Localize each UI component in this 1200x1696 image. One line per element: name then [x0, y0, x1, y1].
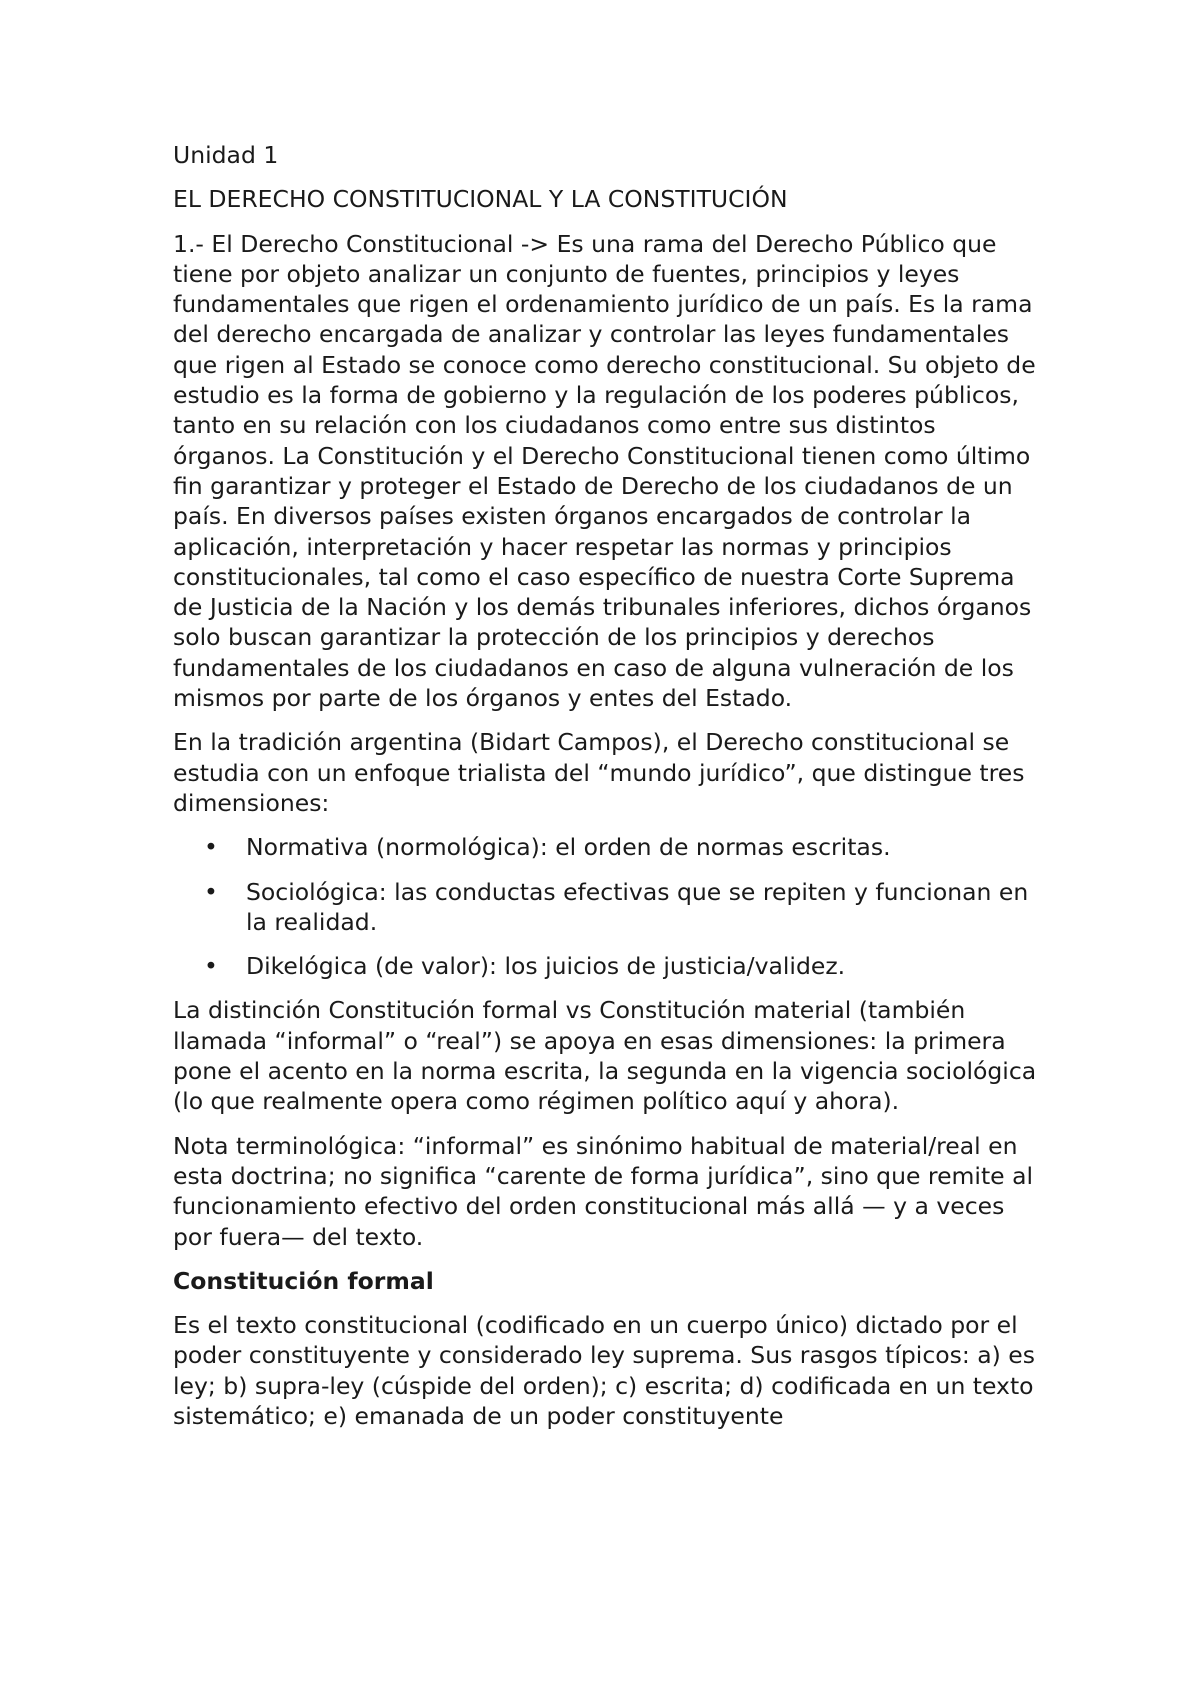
- bullet-icon: •: [204, 877, 218, 906]
- list-item-text: Dikelógica (de valor): los juicios de justicia/validez.: [246, 952, 846, 981]
- list-item-text: Sociológica: las conductas efectivas que se repiten y funcionan en la realidad.: [246, 877, 1029, 936]
- paragraph-formal-constitution: Es el texto constitucional (codificado en un cuerpo único) dictado por el poder constituyente y considerado ley suprema. Sus rasgos típicos: a) es ley; b) supra-ley (cúspide del orden); c) escrita; d) codificada en un texto sistemático; e) emanada de un poder constituyente: [173, 1311, 1035, 1430]
- list-item: [173, 877, 1043, 938]
- paragraph-terminology-note: Nota terminológica: “informal” es sinónimo habitual de material/real en esta doctrina; no significa “carente de forma jurídica”, sino que remite al funcionamiento efectivo del orden constitucional más allá — y a veces por fuera— del texto.: [173, 1131, 1034, 1251]
- list-item: [173, 951, 1043, 981]
- dimensions-list: [173, 832, 1043, 981]
- paragraph-distinction: La distinción Constitución formal vs Constitución material (también llamada “informal” o “real”) se apoya en esas dimensiones: la primera pone el acento en la norma escrita, la segunda en la vigencia sociológica (lo que realmente opera como régimen político aquí y ahora).: [173, 996, 1037, 1116]
- list-item: [173, 832, 1043, 862]
- list-item-text: Normativa (normológica): el orden de normas escritas.: [246, 833, 891, 862]
- bullet-icon: •: [204, 952, 218, 981]
- paragraph-definition: 1.- El Derecho Constitucional -> Es una rama del Derecho Público que tiene por objeto analizar un conjunto de fuentes, principios y leyes fundamentales que rigen el ordenamiento jurídico de un país. Es la rama del derecho encargada de analizar y controlar las leyes fundamentales que rigen al Estado se conoce como derecho constitucional. Su objeto de estudio es la forma de gobierno y la regulación de los poderes públicos, tanto en su relación con los ciudadanos como entre sus distintos órganos. La Constitución y el Derecho Constitucional tienen como último fin garantizar y proteger el Estado de Derecho de los ciudadanos de un país. En diversos países existen órganos encargados de controlar la aplicación, interpretación y hacer respetar las normas y principios constitucionales, tal como el caso específico de nuestra Corte Suprema de Justicia de la Nación y los demás tribunales inferiores, dichos órganos solo buscan garantizar la protección de los principios y derechos fundamentales de los ciudadanos en caso de alguna vulneración de los mismos por parte de los órganos y entes del Estado.: [173, 229, 1036, 713]
- chapter-title: EL DERECHO CONSTITUCIONAL Y LA CONSTITUCIÓN: [173, 185, 788, 214]
- unit-label: Unidad 1: [173, 141, 279, 169]
- paragraph-tradition: En la tradición argentina (Bidart Campos), el Derecho constitucional se estudia con un enfoque trialista del “mundo jurídico”, que distingue tres dimensiones:: [173, 728, 1025, 817]
- document-page: [173, 140, 1043, 1445]
- bullet-icon: •: [204, 833, 218, 862]
- section-heading: Constitución formal: [173, 1266, 434, 1295]
